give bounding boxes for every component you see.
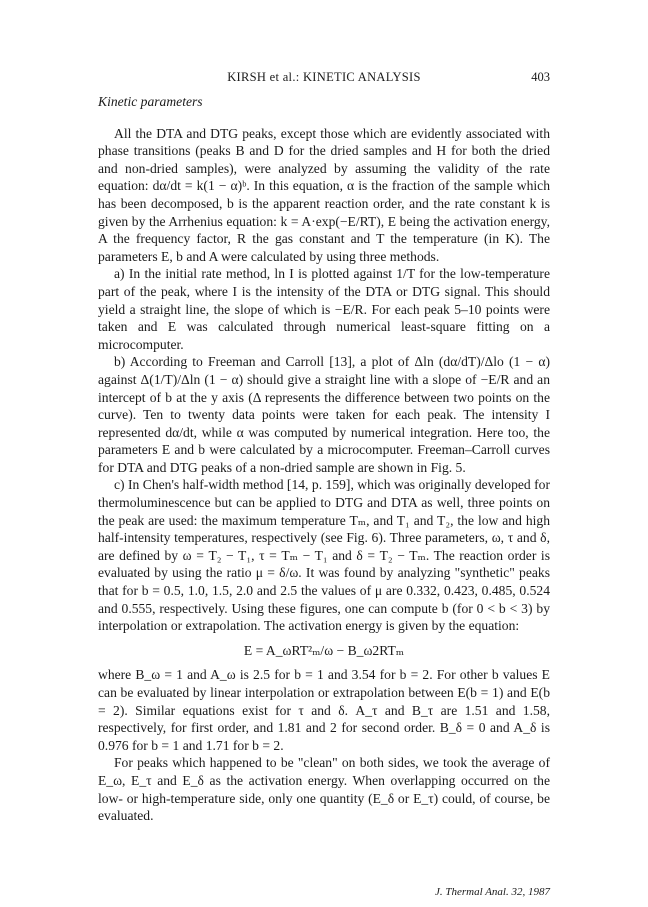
journal-citation-footer: J. Thermal Anal. 32, 1987 (435, 886, 550, 898)
paragraph-initial-rate-method: a) In the initial rate method, ln I is plotted against 1/T for the low-temperature part of the peak, where I is the intensity of the DTA or DTG signal. This should yield a straight line, the slope of which is −E/R. For each peak 5–10 points were taken and E was calculated through numerical least-square fitting on a microcomputer. (98, 266, 550, 352)
running-head: KIRSH et al.: KINETIC ANALYSIS (227, 70, 421, 84)
paragraph-clean-peaks: For peaks which happened to be "clean" on both sides, we took the average of E_ω, E_τ and E_δ as the activation energy. When overlapping occurred on the low- or high-temperature side, only one quantity (E_δ or E_τ) could, of course, be evaluated. (98, 755, 550, 824)
page-header (98, 70, 550, 88)
activation-energy-equation: E = A_ωRT²ₘ/ω − B_ω2RTₘ (243, 642, 405, 658)
paragraph-intro: All the DTA and DTG peaks, except those which are evidently associated with phase transitions (peaks B and D for the dried samples and H for both the dried and non-dried samples), were analyzed by assuming the validity of the rate equation: dα/dt = k(1 − α)ᵇ. In this equation, α is the fraction of the sample which has been decomposed, b is the apparent reaction order, and the rate constant k is given by the Arrhenius equation: k = A·exp(−E/RT), E being the activation energy, A the frequency factor, R the gas constant and T the temperature (in K). The parameters E, b and A were calculated by using three methods. (98, 125, 550, 264)
paragraph-equation-coefficients: where B_ω = 1 and A_ω is 2.5 for b = 1 and 3.54 for b = 2. For other b values E can be evaluated by linear interpolation or extrapolation between E(b = 1) and E(b = 2). Similar equations exist for τ and δ. A_τ and B_τ are 1.51 and 1.58, respectively, for first order, and 1.81 and 2 for second order. B_δ = 0 and A_δ is 0.976 for b = 1 and 1.71 for b = 2. (98, 667, 550, 753)
paragraph-freeman-carroll: b) According to Freeman and Carroll [13], a plot of Δln (dα/dT)/Δlo (1 − α) against Δ(1/T)/Δln (1 − α) should give a straight line with a slope of −E/R and an intercept of b at the y axis (Δ represents the difference between two points on the curve). Ten to twenty data points were taken for each peak. The intensity I represented dα/dt, while α was computed by numerical integration. Here too, the parameters E and b were calculated by a microcomputer. Freeman–Carroll curves for DTA and DTG peaks of a non-dried sample are shown in Fig. 5. (98, 354, 550, 475)
article-body (98, 93, 550, 825)
page-number: 403 (531, 70, 550, 84)
paragraph-chen-half-width: c) In Chen's half-width method [14, p. 159], which was originally developed for thermoluminescence but can be applied to DTG and DTA as well, three points on the peak are used: the maximum temperature Tₘ, and T₁ and T₂, the low and high half-intensity temperatures, respectively (see Fig. 6). Three parameters, ω, τ and δ, are defined by ω = T₂ − T₁, τ = Tₘ − T₁ and δ = T₂ − Tₘ. The reaction order is evaluated by using the ratio μ = δ/ω. It was found by analyzing "synthetic" peaks that for b = 0.5, 1.0, 1.5, 2.0 and 2.5 the values of μ are 0.332, 0.423, 0.485, 0.524 and 0.555, respectively. Using these figures, one can compute b (for 0 < b < 3) by interpolation or extrapolation. The activation energy is given by the equation: (98, 477, 550, 634)
section-title: Kinetic parameters (98, 94, 203, 109)
